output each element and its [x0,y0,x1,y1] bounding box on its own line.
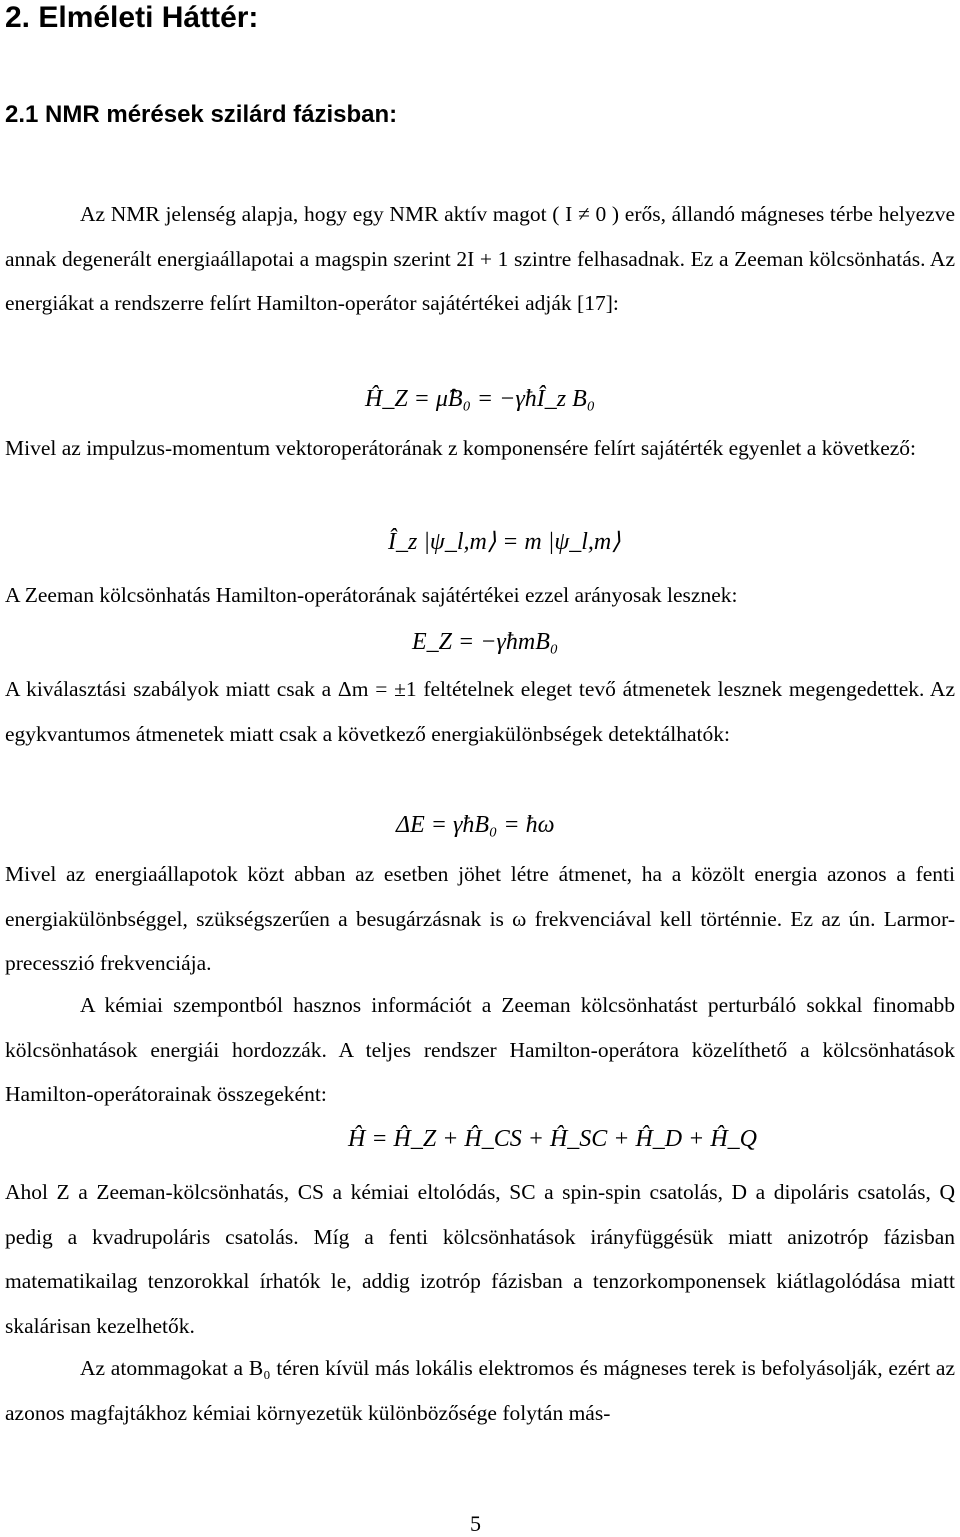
paragraph-interaction-types: Ahol Z a Zeeman-kölcsönhatás, CS a kémiai eltolódás, SC a spin-spin csatolás, D a dipoláris csatolás, Q pedig a kvadrupoláris csatolás. Míg a fenti kölcsönhatások irányfüggésük miatt anizotróp fázisban matematikailag tenzorokkal írhatók le, addig izotróp fázisban a tenzorkomponensek kiátlagolódása miatt skalárisan kezelhetők. [5,1180,955,1338]
equation-hamiltonian-zeeman: Ĥ_Z = μ̂B₀ = −γħÎ_z B₀ [365,386,596,412]
equation-energy-difference: ΔE = γħB₀ = ħω [396,812,555,838]
paragraph-zeeman-eigenvalues: A Zeeman kölcsönhatás Hamilton-operátorának sajátértékei ezzel arányosak lesznek: [5,583,738,607]
paragraph-interactions: A kémiai szempontból hasznos információt a Zeeman kölcsönhatást perturbáló sokkal finomabb kölcsönhatások energiái hordozzák. A teljes rendszer Hamilton-operátora közelíthető a kölcsönhatások Hamilton-operátorainak összegeként: [5,993,955,1106]
equation-energy-levels: E_Z = −γħmB₀ [412,629,559,655]
equation-total-hamiltonian: Ĥ = Ĥ_Z + Ĥ_CS + Ĥ_SC + Ĥ_D + Ĥ_Q [348,1126,757,1152]
paragraph-zeeman-intro: Az NMR jelenség alapja, hogy egy NMR aktív magot ( I ≠ 0 ) erős, állandó mágneses térbe helyezve annak degenerált energiaállapotai a magspin szerint 2I + 1 szintre felhasadnak. Ez a Zeeman kölcsönhatás. Az energiákat a rendszerre felírt Hamilton-operátor sajátértékei adják [17]: [5,202,955,315]
paragraph-selection-rules: A kiválasztási szabályok miatt csak a Δm = ±1 feltételnek eleget tevő átmenetek lesznek megengedettek. Az egykvantumos átmenetek miatt csak a következő energiakülönbségek detektálhatók: [5,677,955,746]
section-heading: 2. Elméleti Háttér: [5,1,259,34]
equation-eigenvalue: Î_z |ψ_l,m⟩ = m |ψ_l,m⟩ [388,529,621,555]
subsection-heading: 2.1 NMR mérések szilárd fázisban: [5,101,398,128]
paragraph-eigenvalue-intro: Mivel az impulzus-momentum vektoroperátorának z komponensére felírt sajátérték egyenlet a következő: [5,436,917,460]
paragraph-larmor: Mivel az energiaállapotok közt abban az esetben jöhet létre átmenet, ha a közölt energia azonos a fenti energiakülönbséggel, szükségszerűen a besugárzásnak is ω frekvenciával kell történnie. Ez az ún. Larmor- precesszió frekvenciája. [5,862,955,975]
page-number: 5 [470,1511,481,1536]
paragraph-local-fields: Az atommagokat a B₀ téren kívül más lokális elektromos és mágneses terek is befolyásolják, ezért az azonos magfajtákhoz kémiai környezetük különbözősége folytán más- [5,1356,955,1425]
